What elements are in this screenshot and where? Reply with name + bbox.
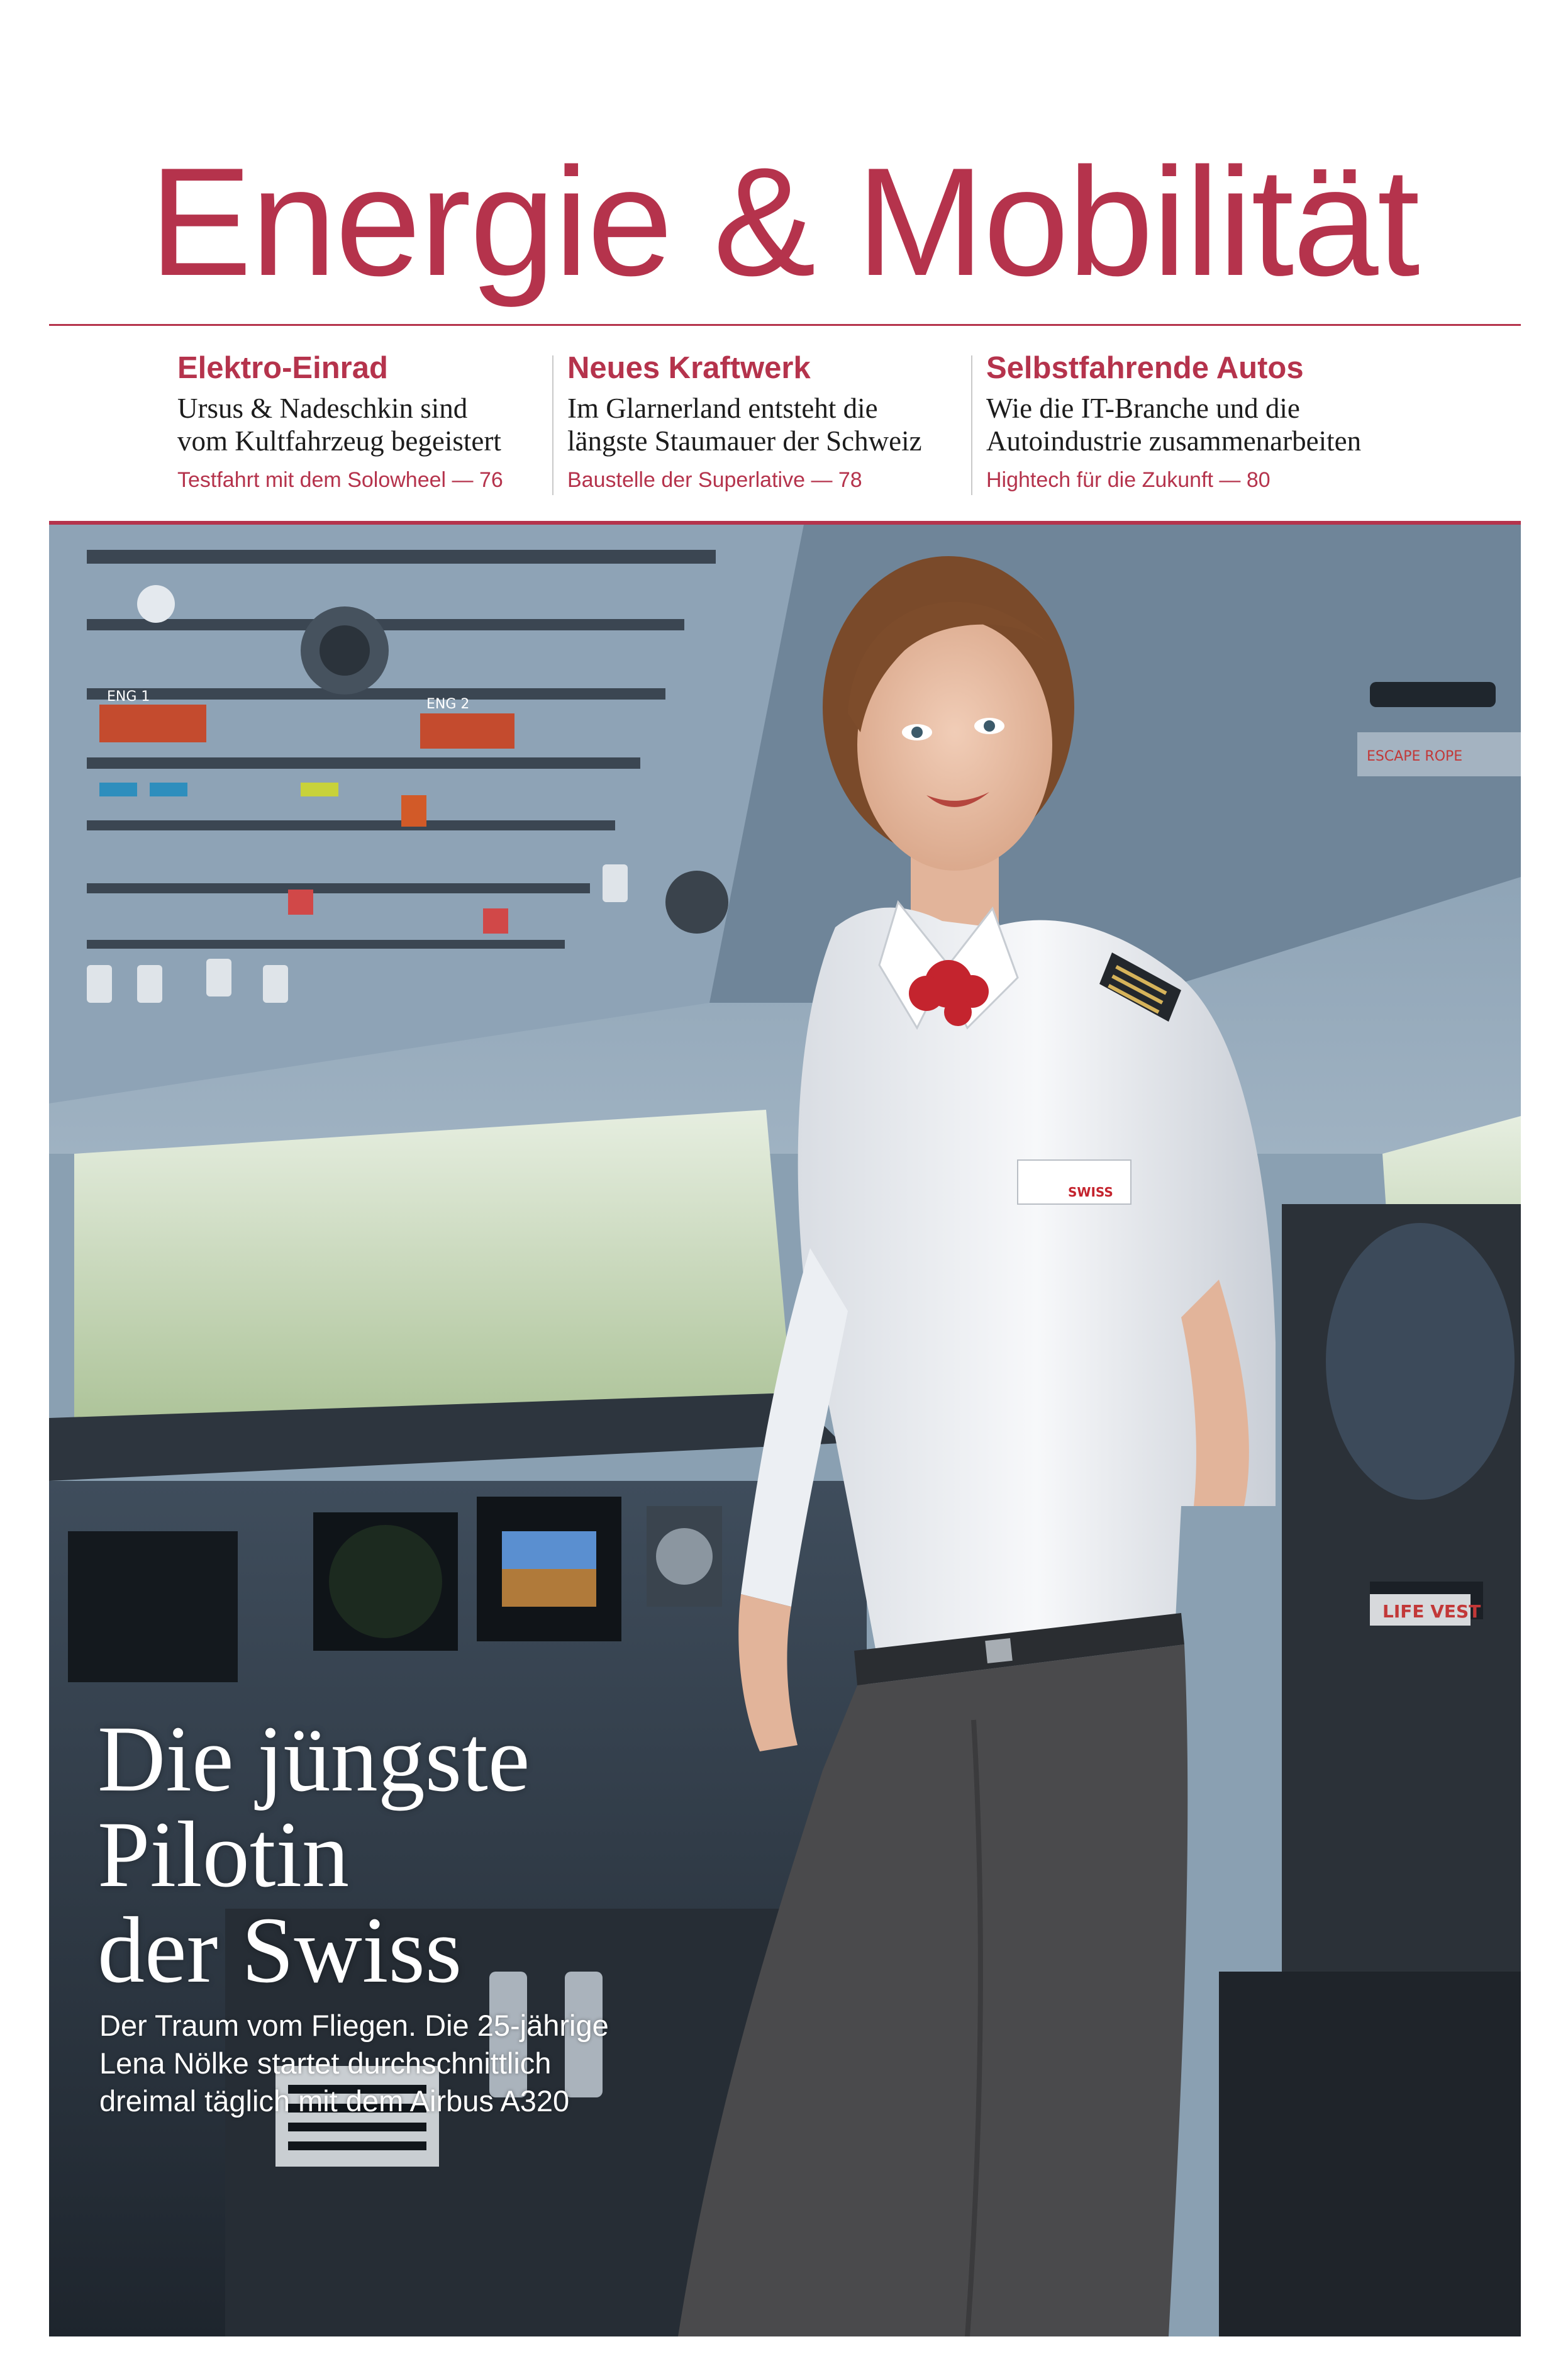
eng1-label: ENG 1 xyxy=(107,689,150,705)
swiss-badge-label: SWISS xyxy=(1068,1185,1113,1200)
teaser-body xyxy=(567,392,1020,457)
cover-headline-line: Pilotin xyxy=(97,1802,350,1907)
teaser-page-ref: Hightech für die Zukunft — 80 xyxy=(986,468,1271,492)
teaser-line: längste Staumauer der Schweiz xyxy=(567,425,922,457)
teaser-page-ref: Baustelle der Superlative — 78 xyxy=(567,468,862,492)
teaser-line: vom Kultfahrzeug begeistert xyxy=(177,425,501,457)
teaser-selbstfahrende-autos[interactable] xyxy=(986,343,1502,500)
teaser-kicker: Elektro-Einrad xyxy=(177,351,388,385)
teaser-body xyxy=(177,392,586,457)
teaser-page-ref: Testfahrt mit dem Solowheel — 76 xyxy=(177,468,503,492)
cover-subtitle-line: Der Traum vom Fliegen. Die 25-jährige xyxy=(99,2009,609,2042)
cover-headline-line: der Swiss xyxy=(97,1898,462,2002)
escape-rope-label: ESCAPE ROPE xyxy=(1367,749,1463,764)
teaser-row xyxy=(49,343,1521,500)
teaser-line: Wie die IT-Branche und die xyxy=(986,393,1300,424)
cover-headline xyxy=(97,1707,530,2002)
cover-photo xyxy=(49,525,1521,2336)
teaser-neues-kraftwerk[interactable] xyxy=(567,343,1020,500)
teaser-kicker: Neues Kraftwerk xyxy=(567,351,811,385)
masthead-title: Energie & Mobilität xyxy=(149,135,1419,308)
teaser-line: Ursus & Nadeschkin sind xyxy=(177,393,468,424)
teaser-line: Autoindustrie zusammenarbeiten xyxy=(986,425,1362,457)
teaser-kicker: Selbstfahrende Autos xyxy=(986,351,1304,385)
teaser-elektro-einrad[interactable] xyxy=(177,343,586,500)
teaser-body xyxy=(986,392,1502,457)
eng2-label: ENG 2 xyxy=(426,696,470,712)
cover-headline-line: Die jüngste xyxy=(97,1707,530,1811)
life-vest-label: LIFE VEST xyxy=(1382,1601,1481,1622)
cover-subtitle-line: dreimal täglich mit dem Airbus A320 xyxy=(99,2084,570,2118)
teaser-line: Im Glarnerland entsteht die xyxy=(567,393,878,424)
cover-subtitle xyxy=(99,2007,665,2120)
cover-subtitle-line: Lena Nölke startet durchschnittlich xyxy=(99,2046,552,2080)
masthead-divider xyxy=(49,324,1521,326)
